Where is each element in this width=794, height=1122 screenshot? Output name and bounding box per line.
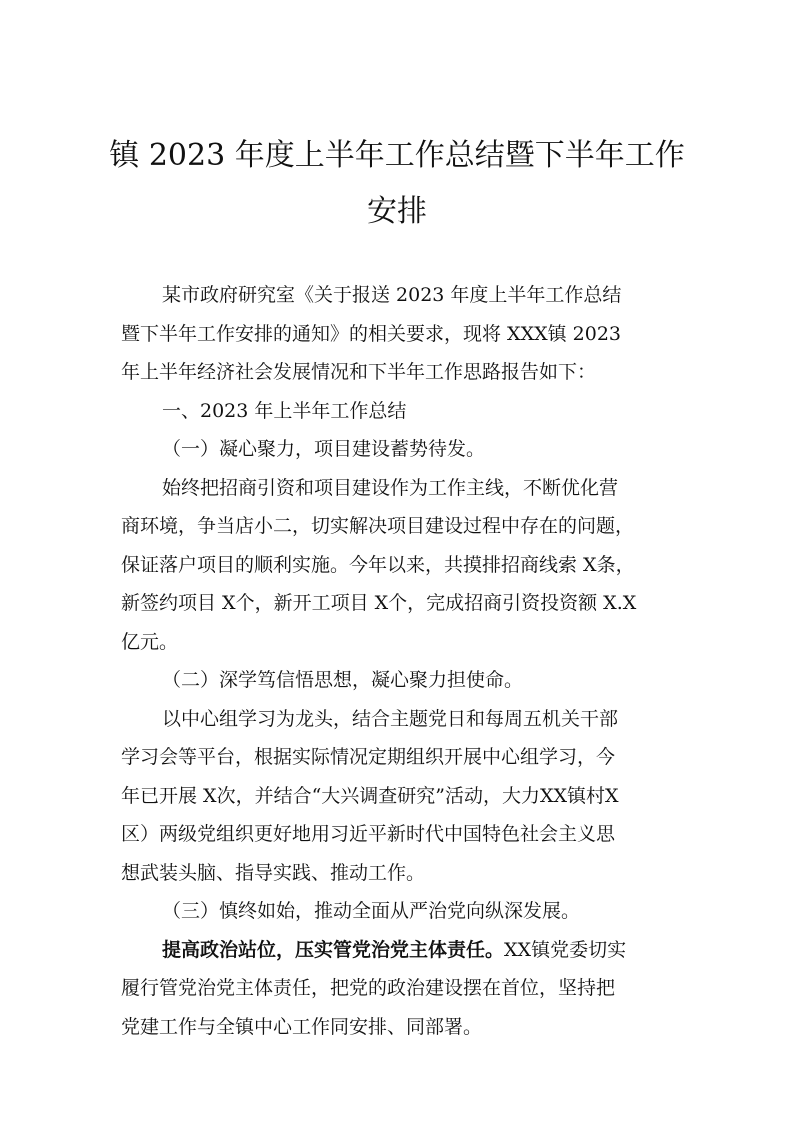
paragraph-line: 区）两级党组织更好地用习近平新时代中国特色社会主义思 bbox=[121, 823, 616, 845]
paragraph-line: 年已开展 X次，并结合“大兴调查研究”活动，大力XX镇村X bbox=[121, 784, 619, 807]
paragraph-line: 始终把招商引资和项目建设作为工作主线，不断优化营 bbox=[162, 476, 619, 499]
subsection-heading: （一）凝心聚力，项目建设蓄势待发。 bbox=[162, 438, 486, 460]
paragraph-line: 亿元。 bbox=[121, 630, 179, 653]
paragraph-line: 保证落户项目的顺利实施。今年以来，共摸排招商线索 X条， bbox=[121, 553, 635, 576]
bold-lead-tail-text: XX镇党委切实 bbox=[504, 938, 627, 961]
paragraph-line: 某市政府研究室《关于报送 2023 年度上半年工作总结 bbox=[162, 284, 622, 306]
paragraph-line: 商环境，争当店小二，切实解决项目建设过程中存在的问题， bbox=[121, 515, 635, 537]
document-title-line-2: 安排 bbox=[367, 194, 427, 229]
paragraph-line: 履行管党治党主体责任，把党的政治建设摆在首位，坚持把 bbox=[121, 977, 616, 999]
bold-lead-text: 提高政治站位，压实管党治党主体责任。 bbox=[162, 938, 505, 961]
paragraph-line: 党建工作与全镇中心工作同安排、同部署。 bbox=[121, 1015, 483, 1038]
paragraph-line: 年上半年经济社会发展情况和下半年工作思路报告如下： bbox=[121, 361, 597, 383]
paragraph-line: 学习会等平台，根据实际情况定期组织开展中心组学习，今 bbox=[121, 746, 616, 768]
paragraph-line: 以中心组学习为龙头，结合主题党日和每周五机关干部 bbox=[162, 707, 619, 730]
paragraph-line: 想武装头脑、指导实践、推动工作。 bbox=[121, 861, 426, 884]
subsection-heading: （二）深学笃信悟思想，凝心聚力担使命。 bbox=[162, 669, 524, 691]
paragraph-line: 暨下半年工作安排的通知》的相关要求，现将 XXX镇 2023 bbox=[121, 322, 622, 345]
subsection-heading: （三）慎终如始，推动全面从严治党向纵深发展。 bbox=[162, 900, 581, 922]
document-body bbox=[121, 276, 681, 1046]
paragraph-line-with-bold-lead bbox=[121, 931, 681, 970]
paragraph-line: 新签约项目 X个，新开工项目 X个，完成招商引资投资额 X.X bbox=[121, 592, 637, 614]
section-heading: 一、2023 年上半年工作总结 bbox=[162, 399, 407, 422]
document-title-line-1: 镇 2023 年度上半年工作总结暨下半年工作 bbox=[109, 138, 685, 173]
